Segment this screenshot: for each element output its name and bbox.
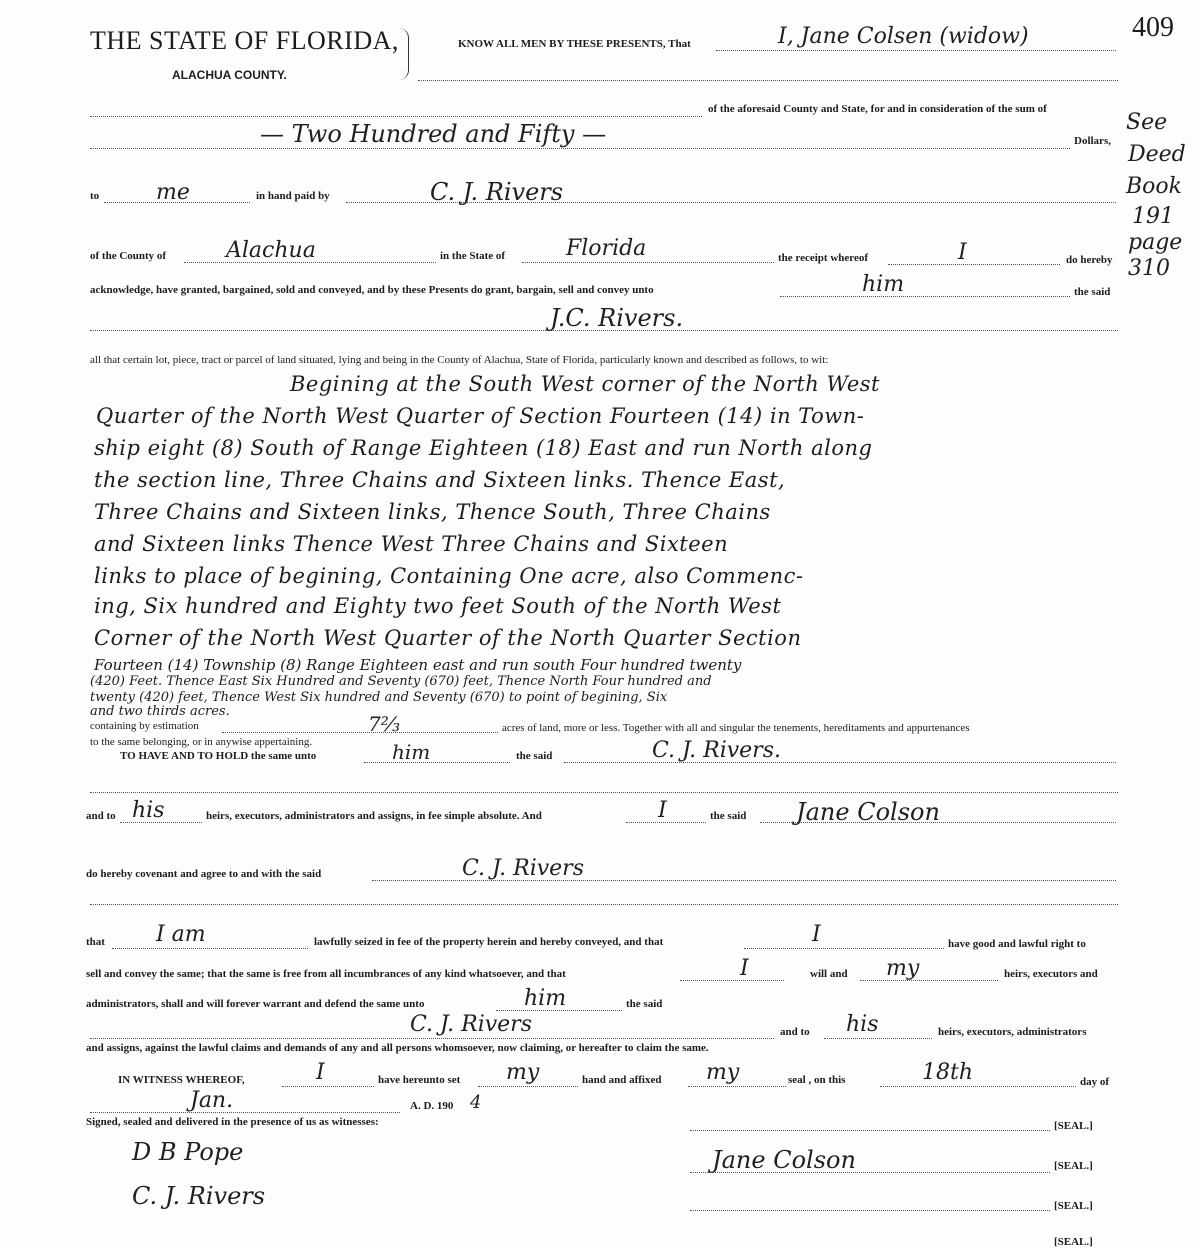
desc-line-6: and Sixteen links Thence West Three Chains and Sixteen <box>94 532 729 556</box>
and-to-text: and to <box>86 810 116 822</box>
receipt-label: the receipt whereof <box>778 252 869 264</box>
grantor-line <box>716 50 1116 51</box>
seal-line-2 <box>690 1172 1050 1173</box>
desc-line-9: Corner of the North West Quarter of the North Quarter Section <box>94 626 802 650</box>
have-good-text: have good and lawful right to <box>948 938 1086 950</box>
covenant-text: do hereby covenant and agree to and with the said <box>86 868 322 880</box>
his-value-2: his <box>846 1012 879 1037</box>
habendum-grantee-line <box>564 762 1116 763</box>
day-value: 18th <box>922 1060 974 1085</box>
to-have-text: TO HAVE AND TO HOLD the same unto <box>120 750 317 762</box>
acres-line <box>222 732 498 733</box>
seal-4: [SEAL.] <box>1054 1236 1093 1248</box>
margin-note-6: 310 <box>1128 256 1170 281</box>
sell-convey-text: sell and convey the same; that the same is free from all incumbrances of any kind whatsoever, and that <box>86 968 566 980</box>
seized-value: I <box>812 922 821 947</box>
land-intro: all that certain lot, piece, tract or parcel of land situated, lying and being in the County of Alachua, State of Florida, particularly known and described as follows, to wit: <box>90 354 829 366</box>
page-number: 409 <box>1132 12 1174 43</box>
state-label: in the State of <box>440 250 506 262</box>
header-brace <box>398 28 409 80</box>
have-hereunto-text: have hereunto set <box>378 1074 461 1086</box>
desc-line-5: Three Chains and Sixteen links, Thence South, Three Chains <box>94 500 771 524</box>
that-text: that <box>86 936 105 948</box>
margin-note-2: Deed <box>1128 142 1186 167</box>
seal-1: [SEAL.] <box>1054 1120 1093 1132</box>
my2-line <box>688 1086 786 1087</box>
state-line <box>522 262 774 263</box>
acres-text: acres of land, more or less. Together with all and singular the tenements, hereditaments and appurtenances <box>502 722 970 734</box>
warranty-grantee-line <box>90 1038 774 1039</box>
the-said-3: the said <box>710 810 747 822</box>
do-hereby: do hereby <box>1066 254 1113 266</box>
margin-note-1: See <box>1126 110 1168 135</box>
dollars-text: Dollars, <box>1074 135 1111 147</box>
in-witness-text: IN WITNESS WHEREOF, <box>118 1074 245 1086</box>
belonging-text: to the same belonging, or in anywise appertaining. <box>90 736 313 748</box>
margin-note-4: 191 <box>1132 204 1174 229</box>
desc-small-2: (420) Feet. Thence East Six Hundred and Seventy (670) feet, Thence North Four hundred and <box>90 674 712 689</box>
seal-2: [SEAL.] <box>1054 1160 1093 1172</box>
warranty-grantee: C. J. Rivers <box>410 1012 532 1037</box>
year-digit: 4 <box>470 1092 482 1113</box>
desc-line-8: ing, Six hundred and Eighty two feet South of the North West <box>94 594 782 618</box>
in-hand-paid-by: in hand paid by <box>256 190 330 202</box>
convey-line <box>780 296 1070 297</box>
desc-line-1: Begining at the South West corner of the North West <box>290 372 880 396</box>
acknowledge-text: acknowledge, have granted, bargained, sold and conveyed, and by these Presents do grant, bargain, sell and convey unto <box>90 284 654 296</box>
heirs-admin-text: heirs, executors, administrators <box>938 1026 1087 1038</box>
state-value: Florida <box>566 236 647 261</box>
covenant-blank <box>90 904 1118 905</box>
grantor-signature: Jane Colson <box>712 1146 856 1174</box>
grantor-name: I, Jane Colsen (widow) <box>778 24 1029 49</box>
containing-label: containing by estimation <box>90 720 199 732</box>
the-said-1: the said <box>1074 286 1111 298</box>
the-said-4: the said <box>626 998 663 1010</box>
desc-small-3: twenty (420) feet, Thence West Six hundred and Seventy (670) to point of begining, Six <box>90 690 668 705</box>
witness-2: C. J. Rivers <box>132 1182 266 1210</box>
am-line <box>112 948 308 949</box>
witness-value-line <box>282 1086 374 1087</box>
paid-by-name: C. J. Rivers <box>430 178 564 206</box>
will-value: I <box>740 956 749 981</box>
county-value: Alachua <box>226 238 316 263</box>
my-value: my <box>886 956 920 981</box>
desc-small-1: Fourteen (14) Township (8) Range Eighteen east and run south Four hundred twenty <box>94 656 742 674</box>
desc-line-4: the section line, Three Chains and Sixteen links. Thence East, <box>94 468 786 492</box>
margin-note-5: page <box>1128 230 1183 255</box>
witness-1: D B Pope <box>132 1138 244 1166</box>
the-said-2: the said <box>516 750 553 762</box>
grantee-name: J.C. Rivers. <box>550 304 684 332</box>
margin-note-3: Book <box>1126 174 1182 199</box>
and-value: I <box>658 798 667 823</box>
my1-value: my <box>506 1060 540 1085</box>
witness-value: I <box>316 1060 325 1085</box>
my2-value: my <box>706 1060 740 1085</box>
seized-line <box>744 948 944 949</box>
desc-line-3: ship eight (8) South of Range Eighteen (18) East and run North along <box>94 436 873 460</box>
heirs-exec-text: heirs, executors and <box>1004 968 1098 980</box>
desc-line-7: links to place of begining, Containing One acre, also Commenc- <box>94 564 804 588</box>
header-line-2 <box>418 80 1118 81</box>
unto-line <box>364 762 510 763</box>
acres-value: 7⅔ <box>368 712 401 736</box>
desc-small-4: and two thirds acres. <box>90 704 230 719</box>
of-county-text: of the aforesaid County and State, for and in consideration of the sum of <box>708 103 1047 115</box>
my1-line <box>478 1086 578 1087</box>
his-line-2 <box>824 1038 932 1039</box>
administrators-text: administrators, shall and will forever warrant and defend the same unto <box>86 998 425 1010</box>
receipt-value: I <box>958 240 967 265</box>
habendum-blank <box>90 792 1118 793</box>
of-county-label: of the County of <box>90 250 167 262</box>
unto-value: him <box>392 740 431 764</box>
month-value: Jan. <box>190 1088 234 1113</box>
will-and-text: will and <box>810 968 848 980</box>
my-line <box>860 980 998 981</box>
hand-affixed-text: hand and affixed <box>582 1074 662 1086</box>
assigns-text: and assigns, against the lawful claims and demands of any and all persons whomsoever, now claiming, or hereafter to claim the same. <box>86 1042 709 1054</box>
consideration-blank <box>90 116 702 117</box>
will-line <box>680 980 784 981</box>
his-value: his <box>132 798 165 823</box>
heirs-text: heirs, executors, administrators and assigns, in fee simple absolute. And <box>206 810 542 822</box>
habendum-grantee: C. J. Rivers. <box>652 738 781 763</box>
seal-on-text: seal , on this <box>788 1074 846 1086</box>
day-line <box>880 1086 1076 1087</box>
amount-value: — Two Hundred and Fifty — <box>260 120 607 148</box>
seal-line-1 <box>690 1130 1050 1131</box>
receipt-line <box>888 264 1060 265</box>
seal-3: [SEAL.] <box>1054 1200 1093 1212</box>
warranty-unto: him <box>524 986 567 1011</box>
to-value: me <box>156 180 190 205</box>
seal-line-3 <box>690 1210 1050 1211</box>
seized-text: lawfully seized in fee of the property herein and hereby conveyed, and that <box>314 936 664 948</box>
convey-to: him <box>862 272 905 297</box>
county-title: ALACHUA COUNTY. <box>172 68 287 82</box>
signed-text: Signed, sealed and delivered in the presence of us as witnesses: <box>86 1116 379 1128</box>
day-of-text: day of <box>1080 1076 1110 1088</box>
and-to-2: and to <box>780 1026 810 1038</box>
covenant-grantee: C. J. Rivers <box>462 856 584 881</box>
grantor-name-2: Jane Colson <box>796 798 940 826</box>
to-text: to <box>90 190 100 202</box>
know-all-men: KNOW ALL MEN BY THESE PRESENTS, That <box>458 38 691 50</box>
am-value: I am <box>156 922 206 947</box>
desc-line-2: Quarter of the North West Quarter of Section Fourteen (14) in Town- <box>96 404 865 428</box>
month-line <box>90 1112 400 1113</box>
state-title: THE STATE OF FLORIDA, <box>90 26 399 55</box>
ad-text: A. D. 190 <box>410 1100 454 1112</box>
amount-line <box>90 148 1070 149</box>
